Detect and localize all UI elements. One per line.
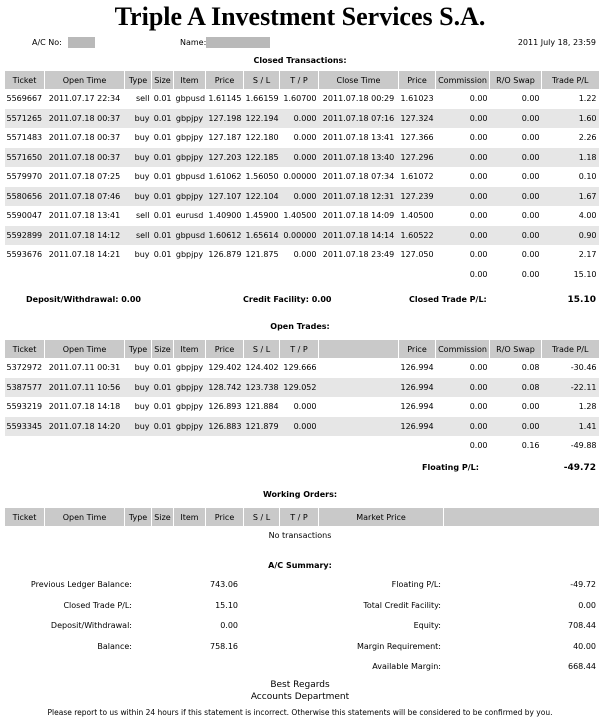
table-cell: 0.00 xyxy=(521,94,540,104)
column-header: Size xyxy=(152,340,174,358)
summary-value: 0.00 xyxy=(220,621,238,630)
table-cell: 2011.07.11 10:56 xyxy=(45,378,125,398)
footer-note: Please report to us within 24 hours if this statement is incorrect. Otherwise this statements will be considered to be confirmed by you. xyxy=(47,708,553,717)
account-number xyxy=(32,37,95,49)
open-trades-table xyxy=(4,340,599,456)
summary-value: 0.00 xyxy=(578,600,596,610)
table-cell: 126.994 xyxy=(400,402,434,412)
table-cell: gbpjpy xyxy=(174,378,206,398)
table-cell: 0.00 xyxy=(469,133,488,143)
column-header xyxy=(444,508,599,526)
table-cell: 126.994 xyxy=(399,417,436,437)
summary-value: 668.44 xyxy=(568,662,596,671)
table-cell: buy xyxy=(134,172,150,182)
column-header: R/O Swap xyxy=(490,71,542,89)
table-cell: 121.879 xyxy=(244,417,280,437)
table-cell: 2011.07.18 14:21 xyxy=(48,250,121,260)
table-cell: 0.00 xyxy=(490,417,542,437)
table-cell: 126.883 xyxy=(206,417,244,437)
table-cell: 0.000 xyxy=(280,417,319,437)
table-cell: 2011.07.18 14:18 xyxy=(48,402,121,412)
table-cell: 0.00000 xyxy=(280,226,319,246)
table-cell: 1.40500 xyxy=(283,211,317,221)
table-cell: 2011.07.18 14:12 xyxy=(45,226,125,246)
table-cell xyxy=(319,417,399,437)
column-header: S / L xyxy=(244,508,280,526)
credit-value: 0.00 xyxy=(311,295,332,304)
table-cell: 5571483 xyxy=(6,133,43,143)
table-cell: 2011.07.18 00:37 xyxy=(45,109,125,129)
working-orders-table xyxy=(4,508,599,526)
table-cell: gbpusd xyxy=(175,94,206,104)
closed-transaction-row xyxy=(5,128,599,148)
table-cell: 5593219 xyxy=(6,402,43,412)
table-cell: 2011.07.18 23:49 xyxy=(322,250,395,260)
total-cell: 0.00 xyxy=(436,265,490,285)
table-cell: 1.40900 xyxy=(208,211,242,221)
total-cell: 0.00 xyxy=(490,265,542,285)
total-cell: 0.16 xyxy=(490,436,542,456)
table-cell: 0.000 xyxy=(293,250,317,260)
closed-transaction-row xyxy=(5,226,599,246)
summary-label: Deposit/Withdrawal: xyxy=(50,621,132,630)
table-cell: 124.402 xyxy=(245,363,279,373)
table-cell: 1.41 xyxy=(542,417,599,437)
table-cell: 2011.07.18 00:29 xyxy=(322,94,395,104)
table-cell: 5579970 xyxy=(6,172,43,182)
table-cell: gbpjpy xyxy=(175,402,204,412)
column-header: T / P xyxy=(280,71,319,89)
table-cell: 0.01 xyxy=(153,94,172,104)
summary-value: -49.72 xyxy=(570,580,596,589)
table-cell: 0.00 xyxy=(436,417,490,437)
table-cell: 2011.07.18 14:14 xyxy=(319,226,399,246)
table-cell: 0.00 xyxy=(469,172,488,182)
table-cell: gbpjpy xyxy=(175,363,204,373)
table-cell: 5593676 xyxy=(6,250,43,260)
table-cell: 2011.07.18 14:20 xyxy=(45,417,125,437)
table-cell: -22.11 xyxy=(542,378,599,398)
account-name xyxy=(180,37,270,49)
credit-label: Credit Facility: xyxy=(243,295,309,304)
column-header: Size xyxy=(152,71,174,89)
open-trade-row xyxy=(5,358,599,378)
table-cell: buy xyxy=(125,378,152,398)
table-cell: 0.00 xyxy=(490,109,542,129)
table-cell: sell xyxy=(135,211,150,221)
table-cell: 126.994 xyxy=(400,363,434,373)
table-cell: 2.26 xyxy=(578,133,597,143)
column-header: T / P xyxy=(280,340,319,358)
table-cell: 0.00 xyxy=(521,133,540,143)
table-cell: 1.65614 xyxy=(244,226,280,246)
column-header: S / L xyxy=(244,71,280,89)
table-cell: 127.107 xyxy=(206,187,244,207)
column-header: Commission xyxy=(436,71,490,89)
table-cell: 127.187 xyxy=(208,133,242,143)
table-cell xyxy=(319,397,399,417)
table-cell: 2011.07.18 07:16 xyxy=(319,109,399,129)
account-summary-heading: A/C Summary: xyxy=(268,561,332,570)
column-header: T / P xyxy=(280,508,319,526)
table-cell: 1.61072 xyxy=(400,172,434,182)
open-trade-totals-row xyxy=(5,436,599,456)
table-cell: 2011.07.18 13:40 xyxy=(319,148,399,168)
table-cell: 127.239 xyxy=(399,187,436,207)
table-cell: sell xyxy=(125,226,152,246)
table-cell: 127.296 xyxy=(399,148,436,168)
table-cell: 0.01 xyxy=(153,363,172,373)
column-header: Commission xyxy=(436,340,490,358)
table-cell: 121.875 xyxy=(245,250,279,260)
table-cell: 0.00 xyxy=(490,148,542,168)
table-cell: 0.00 xyxy=(436,148,490,168)
summary-value: 40.00 xyxy=(573,641,596,651)
column-header: Item xyxy=(174,71,206,89)
table-cell: 122.194 xyxy=(244,109,280,129)
table-cell: -30.46 xyxy=(570,363,597,373)
table-cell: 1.28 xyxy=(578,402,597,412)
table-cell: 2011.07.18 13:41 xyxy=(322,133,395,143)
table-cell: 0.00 xyxy=(469,250,488,260)
column-header: Item xyxy=(174,340,206,358)
table-cell: 2011.07.18 00:37 xyxy=(45,148,125,168)
accounts-department: Accounts Department xyxy=(250,692,350,702)
floating-pl-value: -49.72 xyxy=(563,463,596,473)
no-transactions-text: No transactions xyxy=(268,531,332,540)
table-cell: 129.402 xyxy=(208,363,242,373)
table-cell: 127.366 xyxy=(400,133,434,143)
column-header: Ticket xyxy=(5,340,45,358)
table-cell: 0.000 xyxy=(280,187,319,207)
table-cell: 1.56050 xyxy=(245,172,279,182)
table-cell: 0.01 xyxy=(153,172,172,182)
column-header: Ticket xyxy=(5,508,45,526)
best-regards: Best Regards xyxy=(270,680,330,690)
table-cell: gbpjpy xyxy=(174,109,206,129)
table-cell: buy xyxy=(134,250,150,260)
table-cell xyxy=(319,358,399,378)
table-cell: 0.01 xyxy=(152,109,174,129)
table-cell: 123.738 xyxy=(244,378,280,398)
table-cell: 0.00 xyxy=(436,226,490,246)
table-cell: 0.01 xyxy=(153,250,172,260)
table-cell: 1.66159 xyxy=(245,94,279,104)
column-header: Price xyxy=(206,340,244,358)
table-cell: 0.01 xyxy=(152,378,174,398)
column-header: Price xyxy=(399,340,436,358)
table-cell: 2011.07.18 07:25 xyxy=(48,172,121,182)
table-cell: buy xyxy=(125,148,152,168)
summary-value: 708.44 xyxy=(568,621,596,630)
account-number-label: A/C No: xyxy=(32,38,62,47)
table-cell: 121.884 xyxy=(245,402,279,412)
open-trade-row xyxy=(5,378,599,398)
table-cell: 128.742 xyxy=(206,378,244,398)
summary-label: Closed Trade P/L: xyxy=(63,600,132,610)
summary-label: Margin Requirement: xyxy=(356,641,441,651)
total-cell: -49.88 xyxy=(542,436,599,456)
table-cell: buy xyxy=(125,109,152,129)
table-cell: 0.000 xyxy=(280,109,319,129)
table-cell: 1.22 xyxy=(578,94,597,104)
table-cell: 0.00000 xyxy=(283,172,317,182)
floating-pl-label: Floating P/L: xyxy=(422,463,479,472)
table-cell: 1.60522 xyxy=(399,226,436,246)
table-cell: sell xyxy=(135,94,150,104)
table-cell: 5571650 xyxy=(5,148,45,168)
deposit-withdrawal xyxy=(26,293,141,307)
table-cell: 0.000 xyxy=(293,402,317,412)
open-trade-row xyxy=(5,417,599,437)
table-cell: 0.00 xyxy=(490,226,542,246)
summary-label: Balance: xyxy=(97,641,132,651)
table-cell: 2011.07.18 00:37 xyxy=(48,133,121,143)
closed-transaction-row xyxy=(5,187,599,207)
summary-label: Total Credit Facility: xyxy=(363,600,441,610)
table-cell: 1.67 xyxy=(542,187,599,207)
table-cell: 0.08 xyxy=(490,378,542,398)
column-header: Size xyxy=(152,508,174,526)
table-cell: 127.050 xyxy=(400,250,434,260)
table-cell: 2011.07.18 12:31 xyxy=(319,187,399,207)
table-cell: gbpjpy xyxy=(174,417,206,437)
column-header: R/O Swap xyxy=(490,340,542,358)
account-name-label: Name: xyxy=(180,38,207,47)
table-cell: gbpjpy xyxy=(174,148,206,168)
table-cell: 5592899 xyxy=(5,226,45,246)
summary-label: Available Margin: xyxy=(372,662,441,671)
table-cell: 2011.07.11 00:31 xyxy=(48,363,121,373)
column-header: Open Time xyxy=(45,340,125,358)
column-header: Close Time xyxy=(319,71,399,89)
table-cell: buy xyxy=(134,133,150,143)
table-cell: 129.052 xyxy=(280,378,319,398)
table-cell: 0.00 xyxy=(521,250,540,260)
table-cell: 0.000 xyxy=(293,133,317,143)
summary-value: 15.10 xyxy=(215,600,238,610)
column-header: S / L xyxy=(244,340,280,358)
column-header: Price xyxy=(206,508,244,526)
account-number-redacted xyxy=(68,37,95,48)
column-header: Market Price xyxy=(319,508,444,526)
table-cell: gbpjpy xyxy=(174,187,206,207)
table-cell: 0.00 xyxy=(469,402,488,412)
closed-transaction-row xyxy=(5,245,599,265)
table-cell: 2011.07.18 07:46 xyxy=(45,187,125,207)
column-header: Trade P/L xyxy=(542,340,599,358)
table-cell: 127.324 xyxy=(399,109,436,129)
deposit-label: Deposit/Withdrawal: xyxy=(26,295,119,304)
table-cell: 2011.07.18 14:09 xyxy=(322,211,395,221)
table-cell: 0.01 xyxy=(152,187,174,207)
column-header xyxy=(319,340,399,358)
table-cell: 0.01 xyxy=(153,402,172,412)
table-cell: 122.180 xyxy=(245,133,279,143)
table-cell: 0.01 xyxy=(152,226,174,246)
table-cell: 122.185 xyxy=(244,148,280,168)
table-cell: 0.00 xyxy=(436,109,490,129)
account-name-redacted xyxy=(206,37,270,48)
table-cell: buy xyxy=(134,402,150,412)
table-cell: 1.40500 xyxy=(400,211,434,221)
deposit-value: 0.00 xyxy=(121,295,141,304)
closed-transaction-row xyxy=(5,89,599,109)
table-cell: 5580656 xyxy=(5,187,45,207)
table-cell: 5590047 xyxy=(6,211,43,221)
closed-transaction-row xyxy=(5,148,599,168)
table-cell: 2011.07.18 07:34 xyxy=(322,172,395,182)
table-cell: gbpjpy xyxy=(175,133,204,143)
table-cell: 2011.07.17 22:34 xyxy=(48,94,121,104)
table-cell xyxy=(319,378,399,398)
summary-label: Previous Ledger Balance: xyxy=(30,580,132,589)
table-cell: buy xyxy=(134,363,150,373)
table-cell: 127.198 xyxy=(206,109,244,129)
table-cell: 122.104 xyxy=(244,187,280,207)
table-cell: 0.00 xyxy=(469,94,488,104)
table-cell: 127.203 xyxy=(206,148,244,168)
table-cell: 0.00 xyxy=(469,363,488,373)
table-cell: 2.17 xyxy=(578,250,597,260)
summary-value: 743.06 xyxy=(210,580,238,589)
table-cell: 1.60700 xyxy=(283,94,317,104)
open-trades-heading: Open Trades: xyxy=(270,322,330,331)
statement-date: 2011 July 18, 23:59 xyxy=(517,38,596,47)
table-cell: 0.01 xyxy=(152,417,174,437)
closed-trade-pl-label: Closed Trade P/L: xyxy=(409,295,487,304)
credit-facility xyxy=(243,293,331,307)
table-cell: 0.08 xyxy=(521,363,540,373)
table-cell: gbpusd xyxy=(175,172,206,182)
table-cell: 0.00 xyxy=(469,211,488,221)
table-cell: 126.994 xyxy=(399,378,436,398)
table-cell: 0.01 xyxy=(152,148,174,168)
table-cell: 5593345 xyxy=(5,417,45,437)
working-orders-heading: Working Orders: xyxy=(262,490,338,499)
total-cell: 15.10 xyxy=(542,265,599,285)
column-header: Type xyxy=(125,71,152,89)
closed-transactions-heading: Closed Transactions: xyxy=(253,56,347,65)
table-cell: 1.60612 xyxy=(206,226,244,246)
table-cell: 5571265 xyxy=(5,109,45,129)
column-header: Price xyxy=(206,71,244,89)
table-cell: 1.60 xyxy=(542,109,599,129)
column-header: Price xyxy=(399,71,436,89)
page-title: Triple A Investment Services S.A. xyxy=(114,2,486,31)
table-cell: buy xyxy=(125,417,152,437)
table-cell: 126.879 xyxy=(208,250,242,260)
table-cell: 0.00 xyxy=(490,187,542,207)
column-header: Open Time xyxy=(45,508,125,526)
table-cell: gbpjpy xyxy=(175,250,204,260)
table-cell: gbpusd xyxy=(174,226,206,246)
table-cell: 0.00 xyxy=(521,172,540,182)
summary-value: 758.16 xyxy=(210,641,238,651)
table-cell: 1.45900 xyxy=(245,211,279,221)
table-cell: 1.61062 xyxy=(208,172,242,182)
closed-transactions-table xyxy=(4,71,599,284)
summary-label: Floating P/L: xyxy=(391,580,441,589)
table-cell: 0.00 xyxy=(436,187,490,207)
table-cell: 129.666 xyxy=(283,363,317,373)
table-cell: 2011.07.18 13:41 xyxy=(48,211,121,221)
closed-transaction-row xyxy=(5,206,599,226)
table-cell: eurusd xyxy=(175,211,204,221)
column-header: Item xyxy=(174,508,206,526)
table-cell: 0.01 xyxy=(153,211,172,221)
column-header: Open Time xyxy=(45,71,125,89)
table-cell: 0.10 xyxy=(578,172,597,182)
table-cell: 0.00 xyxy=(436,378,490,398)
column-header: Type xyxy=(125,508,152,526)
summary-label: Equity: xyxy=(413,621,441,630)
column-header: Type xyxy=(125,340,152,358)
table-cell: 1.61023 xyxy=(400,94,434,104)
table-cell: 5387577 xyxy=(5,378,45,398)
table-cell: 0.00 xyxy=(521,402,540,412)
open-trade-row xyxy=(5,397,599,417)
table-cell: 5372972 xyxy=(6,363,43,373)
table-cell: 0.000 xyxy=(280,148,319,168)
total-cell: 0.00 xyxy=(436,436,490,456)
table-cell: 0.00 xyxy=(521,211,540,221)
closed-transaction-row xyxy=(5,167,599,187)
table-cell: 1.18 xyxy=(542,148,599,168)
table-cell: buy xyxy=(125,187,152,207)
table-cell: 126.893 xyxy=(208,402,242,412)
table-cell: 1.61145 xyxy=(208,94,242,104)
closed-transaction-row xyxy=(5,109,599,129)
column-header: Trade P/L xyxy=(542,71,599,89)
table-cell: 4.00 xyxy=(578,211,597,221)
closed-trade-pl-value: 15.10 xyxy=(567,295,596,305)
column-header: Ticket xyxy=(5,71,45,89)
table-cell: 0.90 xyxy=(542,226,599,246)
table-cell: 0.01 xyxy=(153,133,172,143)
closed-transaction-totals-row xyxy=(5,265,599,285)
table-cell: 5569667 xyxy=(6,94,43,104)
